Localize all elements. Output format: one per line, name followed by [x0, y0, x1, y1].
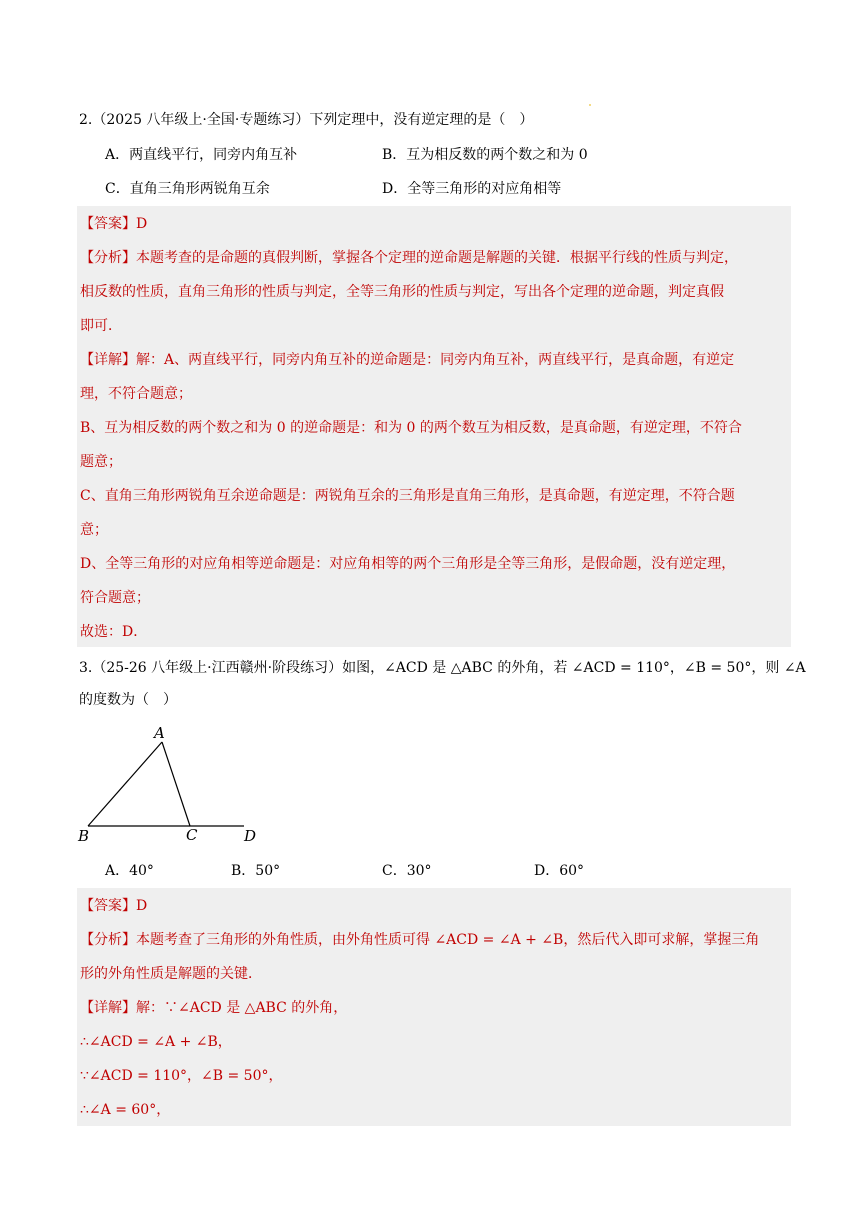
stray-dot [589, 104, 591, 106]
q2-detail-line-5: C、直角三角形两锐角互余逆命题是：两锐角互余的三角形是直角三角形，是真命题，有逆定理，不符合题 [80, 488, 735, 504]
q2-option-c: C．直角三角形两锐角互余 [105, 181, 270, 197]
q2-detail-line-6: 意； [80, 522, 108, 538]
q2-detail-line-3: B、互为相反数的两个数之和为 0 的逆命题是：和为 0 的两个数互为相反数，是真命题，有逆定理，不符合 [80, 420, 742, 436]
q2-answer: 【答案】D [80, 216, 148, 232]
label-a: A [154, 724, 165, 742]
q2-stem: 2.（2025 八年级上·全国·专题练习）下列定理中，没有逆定理的是（ ） [79, 112, 534, 128]
q3-answer: 【答案】D [80, 898, 148, 914]
q2-analysis-line-3: 即可． [80, 318, 122, 334]
segment-ac [162, 742, 190, 826]
q2-detail-line-1: 【详解】解：A、两直线平行，同旁内角互补的逆命题是：同旁内角互补，两直线平行，是真命题，有逆定 [80, 352, 735, 368]
label-c: C [186, 826, 198, 844]
triangle-figure [76, 722, 266, 850]
q2-analysis-line-2: 相反数的性质，直角三角形的性质与判定，全等三角形的性质与判定，写出各个定理的逆命题，判定真假 [80, 284, 724, 300]
q3-stem-line-1: 3.（25-26 八年级上·江西赣州·阶段练习）如图，∠ACD 是 △ABC 的外角，若 ∠ACD = 110°，∠B = 50°，则 ∠A [79, 660, 806, 676]
label-d: D [244, 827, 257, 845]
label-b: B [78, 827, 90, 845]
q2-detail-line-4: 题意； [80, 454, 122, 470]
q3-detail-line-2: ∴∠ACD = ∠A + ∠B， [80, 1034, 232, 1050]
segment-ab [88, 742, 162, 826]
q3-option-a: A．40° [105, 863, 154, 879]
q2-detail-line-9: 故选：D． [80, 624, 148, 640]
q3-detail-line-3: ∵∠ACD = 110°，∠B = 50°， [80, 1068, 283, 1084]
q3-solution-box [77, 888, 791, 1126]
q3-detail-line-4: ∴∠A = 60°， [80, 1102, 171, 1118]
q3-option-c: C．30° [382, 863, 432, 879]
q3-option-d: D．60° [534, 863, 585, 879]
q2-analysis-line-1: 【分析】本题考查的是命题的真假判断，掌握各个定理的逆命题是解题的关键．根据平行线的性质与判定， [80, 250, 738, 266]
q3-detail-line-1: 【详解】解：∵∠ACD 是 △ABC 的外角， [80, 1000, 348, 1016]
q2-option-d: D．全等三角形的对应角相等 [382, 181, 562, 197]
q2-detail-line-8: 符合题意； [80, 590, 150, 606]
q2-option-b: B．互为相反数的两个数之和为 0 [382, 147, 588, 163]
q2-solution-box [77, 206, 791, 647]
q2-option-a: A．两直线平行，同旁内角互补 [105, 147, 298, 163]
q3-analysis-line-2: 形的外角性质是解题的关键． [80, 966, 262, 982]
q3-option-b: B．50° [231, 863, 281, 879]
q2-detail-line-2: 理，不符合题意； [80, 386, 192, 402]
q3-analysis-line-1: 【分析】本题考查了三角形的外角性质，由外角性质可得 ∠ACD = ∠A + ∠B，然后代入即可求解，掌握三角 [80, 932, 760, 948]
q3-stem-line-2: 的度数为（ ） [79, 692, 177, 708]
q2-detail-line-7: D、全等三角形的对应角相等逆命题是：对应角相等的两个三角形是全等三角形，是假命题，没有逆定理， [80, 556, 736, 572]
